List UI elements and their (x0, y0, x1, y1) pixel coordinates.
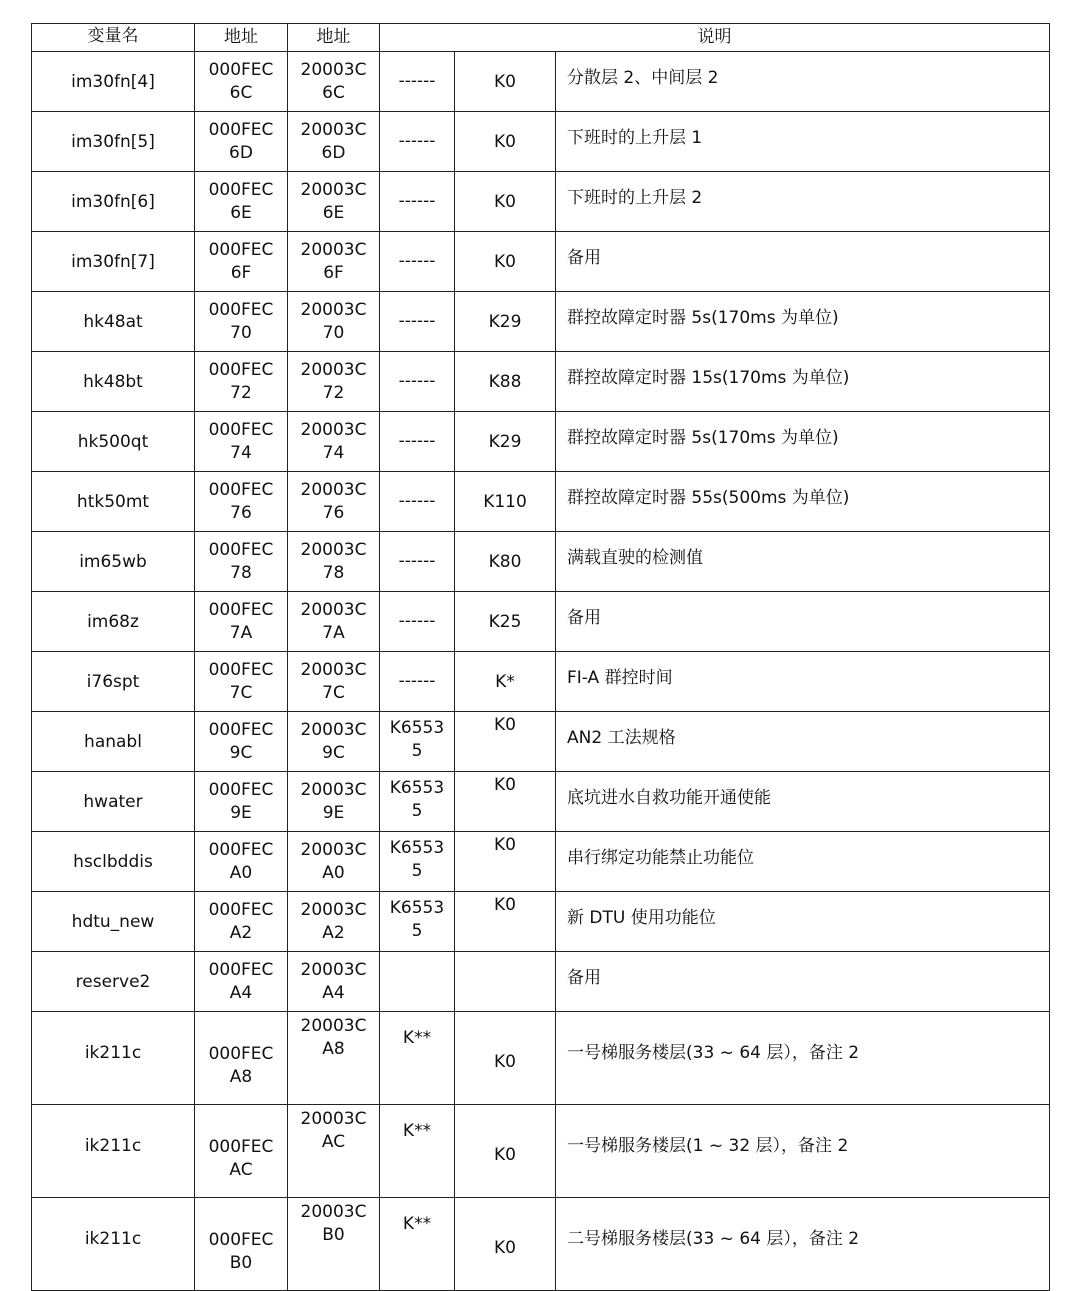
default-value-cell: K0 (455, 1105, 556, 1198)
table-row (32, 412, 1050, 472)
address-2-cell (288, 952, 380, 1012)
description-cell: 一号梯服务楼层(33 ~ 64 层），备注 2 (556, 1012, 1050, 1105)
range-line: 5 (411, 861, 423, 881)
default-value-cell: K0 (455, 52, 556, 112)
description-cell: 一号梯服务楼层(1 ~ 32 层），备注 2 (556, 1105, 1050, 1198)
range-cell (380, 112, 455, 172)
address-2-cell (288, 592, 380, 652)
address-1-cell (195, 352, 288, 412)
address-2-cell (288, 352, 380, 412)
address-1-cell (195, 112, 288, 172)
variable-name-cell: im30fn[7] (32, 232, 195, 292)
addr1-line: 78 (230, 562, 252, 583)
addr1-line: 6E (230, 202, 252, 223)
description-cell: 备用 (556, 952, 1050, 1012)
addr1-line: 6F (230, 262, 252, 283)
addr2-line: B0 (322, 1225, 345, 1245)
address-1-cell (195, 532, 288, 592)
addr2-line: 6D (321, 142, 346, 163)
table-row (32, 1105, 1050, 1198)
address-2-cell (288, 232, 380, 292)
table-row (32, 532, 1050, 592)
range-line: K6553 (389, 718, 445, 738)
variable-name-cell: hdtu_new (32, 892, 195, 952)
variable-name-cell: i76spt (32, 652, 195, 712)
address-2-cell (288, 112, 380, 172)
range-cell (380, 712, 455, 772)
addr2-line: 20003C (300, 179, 367, 200)
addr2-line: 7A (322, 622, 345, 643)
table-row (32, 1198, 1050, 1291)
addr2-line: 20003C (300, 539, 367, 560)
addr2-line: 20003C (300, 719, 367, 740)
description-cell: 群控故障定时器 5s(170ms 为单位) (556, 412, 1050, 472)
range-line: 5 (411, 801, 423, 821)
addr1-line: 000FEC (208, 599, 274, 620)
default-value-cell: K0 (455, 112, 556, 172)
variable-name-cell: htk50mt (32, 472, 195, 532)
description-cell: FI-A 群控时间 (556, 652, 1050, 712)
addr2-line: 20003C (300, 659, 367, 680)
addr1-line: 70 (230, 322, 252, 343)
addr1-line: 000FEC (208, 419, 274, 440)
range-cell (380, 532, 455, 592)
addr1-line: 9E (230, 802, 252, 823)
default-value-cell: K0 (455, 772, 556, 832)
variable-name-cell: ik211c (32, 1105, 195, 1198)
default-value-cell: K29 (455, 412, 556, 472)
range-line: ------ (398, 371, 436, 391)
description-cell: 下班时的上升层 2 (556, 172, 1050, 232)
addr1-line: 000FEC (208, 1137, 274, 1157)
address-2-cell (288, 832, 380, 892)
description-cell: 下班时的上升层 1 (556, 112, 1050, 172)
addr2-line: 6E (322, 202, 345, 223)
addr2-line: 20003C (300, 1016, 367, 1036)
table-row (32, 112, 1050, 172)
range-line: ------ (398, 251, 436, 271)
addr1-line: 000FEC (208, 719, 274, 740)
addr1-line: 000FEC (208, 1230, 274, 1250)
default-value-cell: K0 (455, 172, 556, 232)
range-line: ------ (398, 551, 436, 571)
default-value-cell (455, 952, 556, 1012)
addr2-line: A0 (322, 862, 345, 883)
table-row (32, 172, 1050, 232)
range-cell (380, 772, 455, 832)
range-line: ------ (398, 491, 436, 511)
variable-name-cell: hk48at (32, 292, 195, 352)
range-line: K6553 (389, 778, 445, 798)
address-1-cell (195, 472, 288, 532)
addr2-line: 74 (322, 442, 345, 463)
variable-name-cell: hanabl (32, 712, 195, 772)
address-1-cell (195, 712, 288, 772)
range-line: K** (402, 1214, 432, 1234)
variable-name-cell: hk48bt (32, 352, 195, 412)
table-body (32, 24, 1050, 1291)
addr1-line: 76 (230, 502, 252, 523)
addr1-line: 000FEC (208, 959, 274, 980)
range-cell (380, 412, 455, 472)
addr1-line: 000FEC (208, 119, 274, 140)
addr2-line: 20003C (300, 299, 367, 320)
description-cell: 备用 (556, 232, 1050, 292)
range-line: ------ (398, 71, 436, 91)
description-cell: AN2 工法规格 (556, 712, 1050, 772)
address-2-cell (288, 532, 380, 592)
variable-name-cell: im65wb (32, 532, 195, 592)
header-address-2: 地址 (288, 24, 380, 52)
addr2-line: 72 (322, 382, 345, 403)
variable-name-cell: im30fn[6] (32, 172, 195, 232)
addr1-line: 000FEC (208, 479, 274, 500)
addr2-line: 20003C (300, 779, 367, 800)
address-1-cell (195, 1198, 288, 1291)
table-row (32, 712, 1050, 772)
variable-name-cell: hsclbddis (32, 832, 195, 892)
addr2-line: 20003C (300, 419, 367, 440)
table-row (32, 232, 1050, 292)
header-variable-name: 变量名 (32, 24, 195, 52)
header-description: 说明 (380, 24, 1050, 52)
variable-name-cell: reserve2 (32, 952, 195, 1012)
table-row (32, 472, 1050, 532)
table-row (32, 1012, 1050, 1105)
addr2-line: 20003C (300, 899, 367, 920)
range-cell (380, 832, 455, 892)
variable-name-cell: im30fn[4] (32, 52, 195, 112)
table-row (32, 772, 1050, 832)
address-1-cell (195, 772, 288, 832)
default-value-cell: K0 (455, 1198, 556, 1291)
address-2-cell (288, 1012, 380, 1105)
addr2-line: 6C (322, 82, 345, 103)
addr2-line: 20003C (300, 839, 367, 860)
variable-name-cell: im68z (32, 592, 195, 652)
address-1-cell (195, 1012, 288, 1105)
addr1-line: 000FEC (208, 239, 274, 260)
addr2-line: 6F (323, 262, 344, 283)
range-cell (380, 172, 455, 232)
range-cell (380, 352, 455, 412)
address-1-cell (195, 172, 288, 232)
addr2-line: 20003C (300, 479, 367, 500)
range-cell (380, 1198, 455, 1291)
address-2-cell (288, 772, 380, 832)
addr1-line: 000FEC (208, 659, 274, 680)
range-line: K6553 (389, 898, 445, 918)
addr1-line: 6D (229, 142, 253, 163)
address-1-cell (195, 412, 288, 472)
range-line: ------ (398, 431, 436, 451)
addr2-line: 9E (322, 802, 345, 823)
description-cell: 群控故障定时器 15s(170ms 为单位) (556, 352, 1050, 412)
addr2-line: 78 (322, 562, 345, 583)
table-row (32, 592, 1050, 652)
range-cell (380, 952, 455, 1012)
addr2-line: 20003C (300, 239, 367, 260)
range-cell (380, 592, 455, 652)
table-row (32, 652, 1050, 712)
default-value-cell: K29 (455, 292, 556, 352)
addr1-line: B0 (229, 1253, 253, 1273)
default-value-cell: K80 (455, 532, 556, 592)
description-cell: 分散层 2、中间层 2 (556, 52, 1050, 112)
addr1-line: 74 (230, 442, 252, 463)
addr1-line: A4 (229, 982, 253, 1003)
addr1-line: A2 (229, 922, 253, 943)
range-cell (380, 292, 455, 352)
default-value-cell: K88 (455, 352, 556, 412)
address-2-cell (288, 52, 380, 112)
addr2-line: A8 (322, 1039, 345, 1059)
addr2-line: 20003C (300, 1202, 367, 1222)
addr1-line: 6C (229, 82, 253, 103)
address-2-cell (288, 712, 380, 772)
range-line: ------ (398, 611, 436, 631)
table-row (32, 352, 1050, 412)
range-line: K** (402, 1028, 432, 1048)
range-cell (380, 1012, 455, 1105)
addr2-line: A4 (322, 982, 345, 1003)
range-line: K** (402, 1121, 432, 1141)
description-cell: 备用 (556, 592, 1050, 652)
addr2-line: A2 (322, 922, 345, 943)
addr1-line: 000FEC (208, 539, 274, 560)
address-2-cell (288, 292, 380, 352)
address-2-cell (288, 892, 380, 952)
addr2-line: AC (321, 1132, 346, 1152)
address-1-cell (195, 52, 288, 112)
description-cell: 群控故障定时器 5s(170ms 为单位) (556, 292, 1050, 352)
range-line: ------ (398, 131, 436, 151)
variable-address-table (31, 23, 1050, 1291)
addr1-line: 000FEC (208, 839, 274, 860)
default-value-cell: K0 (455, 1012, 556, 1105)
addr2-line: 20003C (300, 1109, 367, 1129)
description-cell: 二号梯服务楼层(33 ~ 64 层），备注 2 (556, 1198, 1050, 1291)
range-cell (380, 652, 455, 712)
table-row (32, 292, 1050, 352)
address-2-cell (288, 412, 380, 472)
range-cell (380, 232, 455, 292)
table-row (32, 52, 1050, 112)
default-value-cell: K0 (455, 832, 556, 892)
default-value-cell: K* (455, 652, 556, 712)
address-1-cell (195, 952, 288, 1012)
addr2-line: 76 (322, 502, 345, 523)
table-row (32, 952, 1050, 1012)
description-cell: 满载直驶的检测值 (556, 532, 1050, 592)
variable-name-cell: ik211c (32, 1012, 195, 1105)
addr1-line: A8 (229, 1067, 253, 1087)
address-1-cell (195, 652, 288, 712)
range-line: 5 (411, 921, 423, 941)
description-cell: 新 DTU 使用功能位 (556, 892, 1050, 952)
addr2-line: 20003C (300, 599, 367, 620)
addr2-line: 20003C (300, 59, 367, 80)
address-2-cell (288, 1198, 380, 1291)
addr2-line: 20003C (300, 359, 367, 380)
addr1-line: 9C (229, 742, 253, 763)
addr1-line: 7A (229, 622, 253, 643)
addr2-line: 9C (322, 742, 345, 763)
table-header-row (32, 24, 1050, 52)
range-cell (380, 52, 455, 112)
addr2-line: 70 (322, 322, 345, 343)
range-line: ------ (398, 671, 436, 691)
variable-name-cell: im30fn[5] (32, 112, 195, 172)
addr1-line: 7C (229, 682, 253, 703)
addr2-line: 7C (322, 682, 345, 703)
header-address-1: 地址 (195, 24, 288, 52)
addr1-line: 72 (230, 382, 252, 403)
addr2-line: 20003C (300, 959, 367, 980)
range-line: ------ (398, 191, 436, 211)
addr1-line: 000FEC (208, 359, 274, 380)
address-1-cell (195, 592, 288, 652)
address-2-cell (288, 472, 380, 532)
default-value-cell: K0 (455, 892, 556, 952)
range-cell (380, 472, 455, 532)
addr2-line: 20003C (300, 119, 367, 140)
addr1-line: 000FEC (208, 179, 274, 200)
address-2-cell (288, 172, 380, 232)
description-cell: 群控故障定时器 55s(500ms 为单位) (556, 472, 1050, 532)
description-cell: 底坑进水自救功能开通使能 (556, 772, 1050, 832)
range-cell (380, 892, 455, 952)
table-row (32, 832, 1050, 892)
address-1-cell (195, 832, 288, 892)
addr1-line: 000FEC (208, 59, 274, 80)
addr1-line: A0 (229, 862, 253, 883)
address-1-cell (195, 892, 288, 952)
table-row (32, 892, 1050, 952)
addr1-line: AC (229, 1160, 253, 1180)
range-line: K6553 (389, 838, 445, 858)
description-cell: 串行绑定功能禁止功能位 (556, 832, 1050, 892)
addr1-line: 000FEC (208, 779, 274, 800)
default-value-cell: K110 (455, 472, 556, 532)
variable-name-cell: ik211c (32, 1198, 195, 1291)
range-cell (380, 1105, 455, 1198)
address-1-cell (195, 232, 288, 292)
range-line: 5 (411, 741, 423, 761)
addr1-line: 000FEC (208, 899, 274, 920)
default-value-cell: K25 (455, 592, 556, 652)
address-1-cell (195, 1105, 288, 1198)
address-2-cell (288, 652, 380, 712)
range-line: ------ (398, 311, 436, 331)
default-value-cell: K0 (455, 232, 556, 292)
variable-name-cell: hk500qt (32, 412, 195, 472)
addr1-line: 000FEC (208, 299, 274, 320)
variable-name-cell: hwater (32, 772, 195, 832)
default-value-cell: K0 (455, 712, 556, 772)
address-1-cell (195, 292, 288, 352)
addr1-line: 000FEC (208, 1044, 274, 1064)
address-2-cell (288, 1105, 380, 1198)
